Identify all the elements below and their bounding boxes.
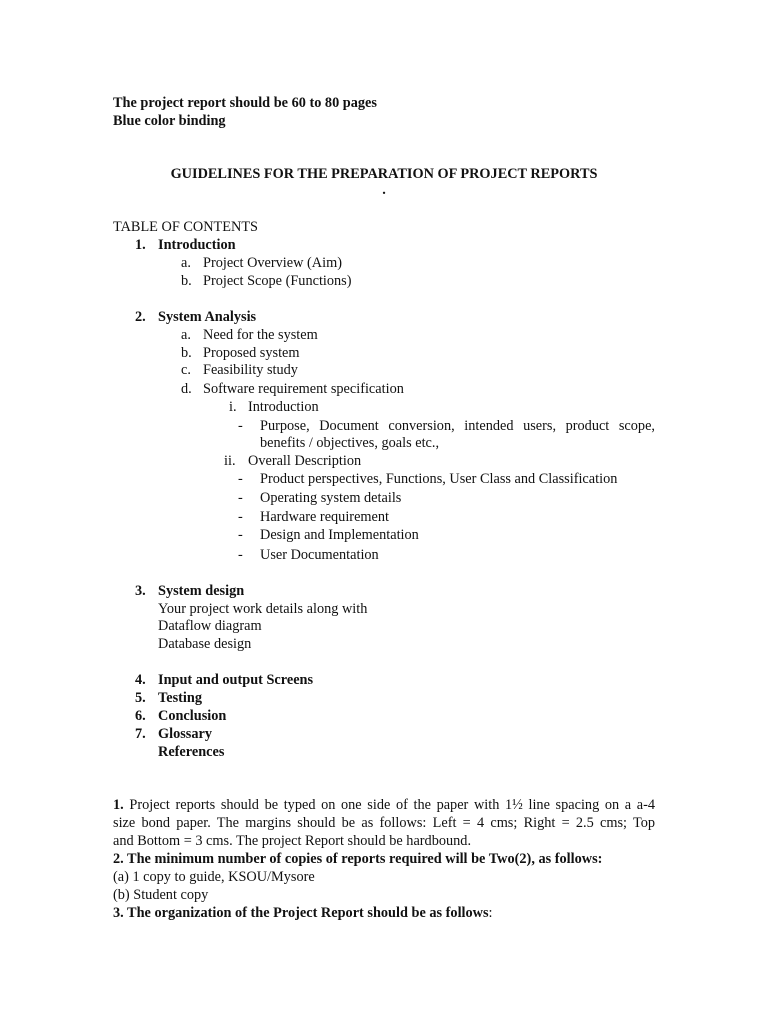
toc-roman-marker: ii.: [224, 453, 236, 469]
toc-subitem-marker: b.: [181, 345, 192, 361]
rule-1-number: 1.: [113, 797, 124, 813]
toc-item-number: 2.: [135, 309, 146, 325]
rule-3-organization: 3. The organization of the Project Report should be as follows:: [113, 905, 493, 921]
toc-subitem-marker: a.: [181, 327, 191, 343]
toc-item-conclusion: Conclusion: [158, 708, 227, 724]
toc-dash-marker: -: [238, 527, 243, 543]
toc-subitem-project-overview: Project Overview (Aim): [203, 255, 342, 271]
toc-detail-product-perspectives: Product perspectives, Functions, User Class and Classification: [260, 471, 618, 487]
toc-item-number: 6.: [135, 708, 146, 724]
document-title: GUIDELINES FOR THE PREPARATION OF PROJECT REPORTS: [170, 166, 598, 182]
toc-dash-marker: -: [238, 509, 243, 525]
toc-design-line: Database design: [158, 636, 252, 652]
rule-2-copies: 2. The minimum number of copies of reports required will be Two(2), as follows:: [113, 851, 603, 867]
rule-2b-student-copy: (b) Student copy: [113, 887, 209, 903]
toc-dash-marker: -: [238, 547, 243, 563]
title-dot: .: [382, 182, 386, 198]
toc-item-glossary: Glossary: [158, 726, 213, 742]
toc-item-number: 5.: [135, 690, 146, 706]
toc-item-number: 7.: [135, 726, 146, 742]
toc-detail-hardware: Hardware requirement: [260, 509, 390, 525]
binding-note: Blue color binding: [113, 113, 226, 129]
toc-item-number: 3.: [135, 583, 146, 599]
toc-roman-overall-description: Overall Description: [248, 453, 362, 469]
toc-detail-design-implementation: Design and Implementation: [260, 527, 419, 543]
toc-heading: TABLE OF CONTENTS: [113, 219, 259, 235]
toc-roman-marker: i.: [229, 399, 237, 415]
toc-subitem-proposed: Proposed system: [203, 345, 300, 361]
toc-design-line: Dataflow diagram: [158, 618, 262, 634]
toc-subitem-marker: d.: [181, 381, 192, 397]
toc-dash-marker: -: [238, 471, 243, 487]
toc-subitem-feasibility: Feasibility study: [203, 362, 298, 378]
rule-1-line-2: size bond paper. The margins should be as follows: Left = 4 cms; Right = 2.5 cms; Top: [113, 815, 655, 831]
toc-subitem-srs: Software requirement specification: [203, 381, 404, 397]
toc-detail-benefits: benefits / objectives, goals etc.,: [260, 435, 440, 451]
toc-detail-user-documentation: User Documentation: [260, 547, 379, 563]
toc-design-line: Your project work details along with: [158, 601, 368, 617]
toc-subitem-need: Need for the system: [203, 327, 318, 343]
toc-subitem-marker: a.: [181, 255, 191, 271]
toc-item-screens: Input and output Screens: [158, 672, 314, 688]
toc-item-system-analysis: System Analysis: [158, 309, 257, 325]
rule-1-line-1: 1. Project reports should be typed on one side of the paper with 1½ line spacing on a a-4: [113, 797, 655, 813]
toc-dash-marker: -: [238, 490, 243, 506]
toc-item-testing: Testing: [158, 690, 202, 706]
toc-subitem-marker: c.: [181, 362, 191, 378]
report-length-note: The project report should be 60 to 80 pages: [113, 95, 377, 111]
toc-subitem-project-scope: Project Scope (Functions): [203, 273, 352, 289]
rule-2a-guide-copy: (a) 1 copy to guide, KSOU/Mysore: [113, 869, 315, 885]
toc-dash-marker: -: [238, 418, 243, 434]
toc-item-system-design: System design: [158, 583, 245, 599]
toc-roman-introduction: Introduction: [248, 399, 319, 415]
toc-detail-purpose: Purpose, Document conversion, intended users, product scope,: [260, 418, 655, 434]
toc-item-number: 1.: [135, 237, 146, 253]
toc-item-number: 4.: [135, 672, 146, 688]
toc-item-introduction: Introduction: [158, 237, 236, 253]
rule-1-line-3: and Bottom = 3 cms. The project Report should be hardbound.: [113, 833, 472, 849]
toc-item-references: References: [158, 744, 225, 760]
toc-detail-operating-system: Operating system details: [260, 490, 402, 506]
toc-subitem-marker: b.: [181, 273, 192, 289]
